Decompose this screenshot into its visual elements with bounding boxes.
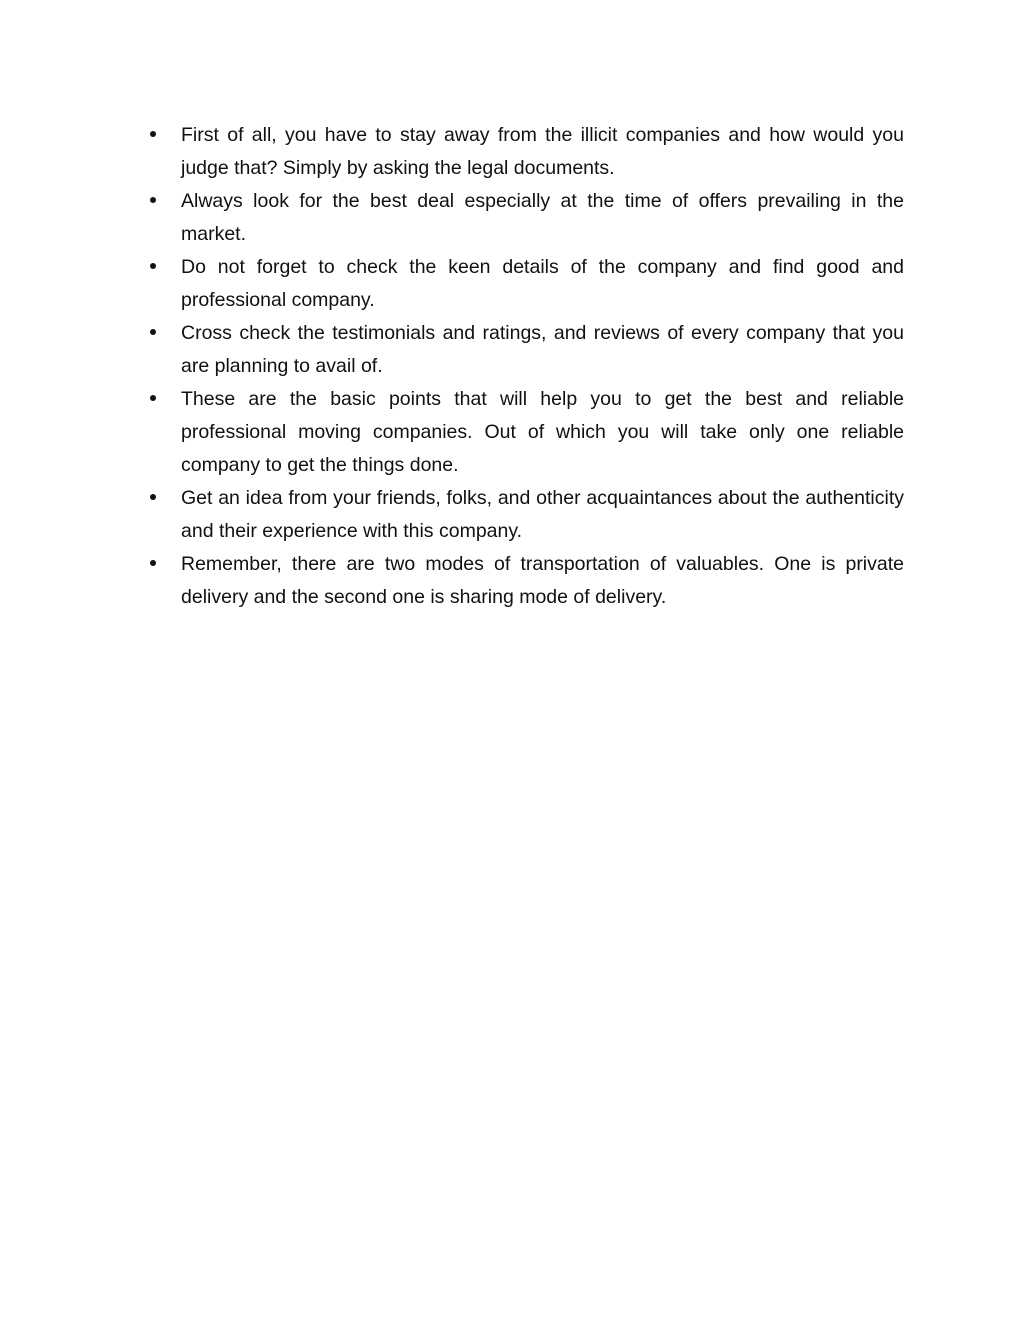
list-item-text: Remember, there are two modes of transportation of valuables. One is private delivery and the second one is sharing mode of delivery. bbox=[181, 553, 904, 608]
list-item bbox=[145, 119, 904, 185]
list-item bbox=[145, 317, 904, 383]
bullet-icon bbox=[150, 131, 156, 137]
list-item bbox=[145, 548, 904, 614]
bullet-icon bbox=[150, 395, 156, 401]
list-item bbox=[145, 482, 904, 548]
list-item-text: Cross check the testimonials and ratings, and reviews of every company that you are planning to avail of. bbox=[181, 322, 904, 377]
bullet-icon bbox=[150, 329, 156, 335]
bullet-icon bbox=[150, 494, 156, 500]
list-item bbox=[145, 185, 904, 251]
bullet-icon bbox=[150, 197, 156, 203]
list-item-text: These are the basic points that will help you to get the best and reliable professional moving companies. Out of which you will take only one reliable company to get the things done. bbox=[181, 388, 904, 476]
list-item bbox=[145, 383, 904, 482]
list-item-text: First of all, you have to stay away from the illicit companies and how would you judge that? Simply by asking the legal documents. bbox=[181, 124, 904, 179]
list-item-text: Get an idea from your friends, folks, and other acquaintances about the authenticity and their experience with this company. bbox=[181, 487, 904, 542]
list-item bbox=[145, 251, 904, 317]
list-item-text: Always look for the best deal especially at the time of offers prevailing in the market. bbox=[181, 190, 904, 245]
bullet-list bbox=[145, 119, 904, 614]
list-item-text: Do not forget to check the keen details of the company and find good and professional company. bbox=[181, 256, 904, 311]
bullet-icon bbox=[150, 263, 156, 269]
bullet-icon bbox=[150, 560, 156, 566]
